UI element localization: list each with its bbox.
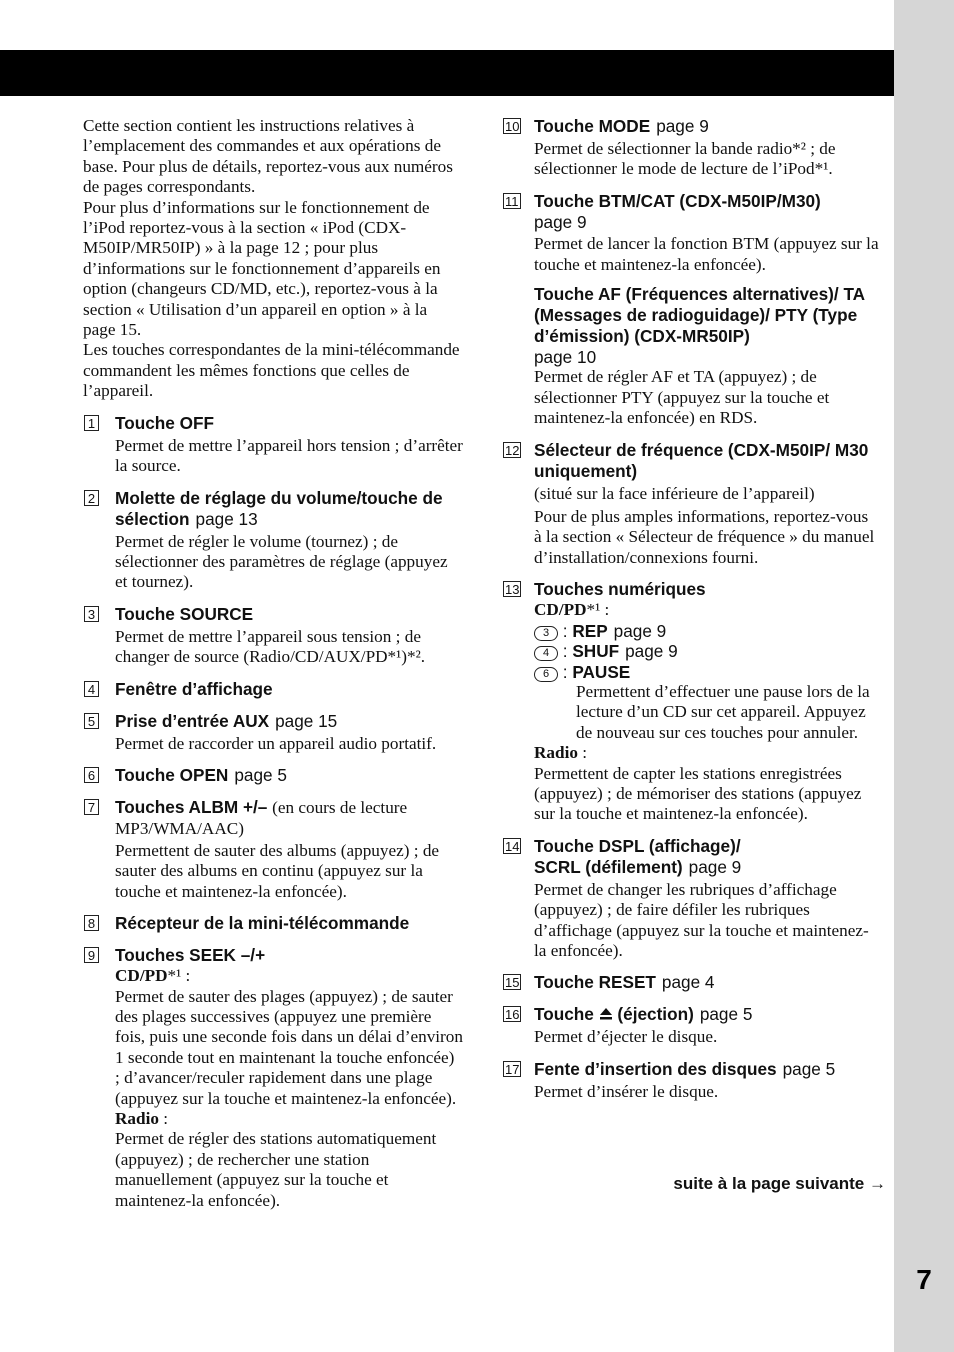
item-8 — [83, 913, 463, 934]
item-title-text: Prise d’entrée AUX — [115, 710, 270, 731]
item-description: Permettent de sauter des albums (appuyez) ; de sauter des albums en continu (appuyez sur la touche et maintenez-la enfoncée). — [115, 840, 440, 901]
page-ref: page 9 — [625, 641, 678, 662]
page-ref: page 9 — [656, 116, 709, 136]
key-shuf: 4 : SHUF page 9 — [534, 641, 880, 661]
item-title — [115, 711, 463, 732]
key-rep: 3 : REP page 9 — [534, 621, 880, 641]
page-ref: page 5 — [782, 1058, 836, 1079]
number-key-icon: 3 — [534, 626, 558, 641]
radio-description: Permet de régler des stations automatiquement (appuyez) ; de rechercher une station manuellement (appuyez sur la touche et maintenez-la enfoncée). — [115, 1129, 437, 1210]
item-number: 6 — [84, 767, 99, 783]
item-title — [534, 1004, 880, 1025]
item-description: Permet d’insérer le disque. — [534, 1081, 719, 1101]
item-7 — [83, 797, 463, 902]
page-ref: page 5 — [234, 764, 287, 785]
right-column — [502, 116, 880, 1102]
item-title: Touche OFF — [115, 412, 214, 433]
intro — [83, 116, 463, 402]
eject-icon — [599, 1007, 613, 1021]
item-description: Permet de raccorder un appareil audio portatif. — [115, 733, 437, 753]
item-title — [534, 116, 880, 137]
radio-colon: : — [577, 743, 588, 763]
cd-pd-text: CD/PD — [534, 600, 587, 620]
item-description: Permet de régler AF et TA (appuyez) ; de sélectionner PTY (appuyez sur la touche et maintenez-la enfoncée) en RDS. — [534, 367, 830, 428]
item-title — [534, 1059, 880, 1080]
item-title-text: Touches ALBM +/– — [115, 796, 268, 817]
item-5 — [83, 711, 463, 754]
item-number: 17 — [505, 1061, 520, 1077]
item-description: Permet de mettre l’appareil sous tension ; de changer de source (Radio/CD/AUX/PD*¹)*². — [115, 626, 426, 667]
arrow-right-icon: → — [869, 1174, 886, 1193]
radio-text: Radio — [115, 1109, 159, 1128]
item-2 — [83, 488, 463, 593]
page-ref: page 9 — [613, 620, 667, 641]
item-number: 2 — [84, 490, 99, 506]
item-11 — [502, 191, 880, 429]
item-title: Touche SOURCE — [115, 603, 254, 624]
item-number: 8 — [84, 915, 99, 931]
item-note: (situé sur la face inférieure de l’appareil) — [534, 483, 815, 503]
item-description: Pour de plus amples informations, reportez-vous à la section « Sélecteur de fréquence » du manuel d’installation/connexions fourni. — [534, 507, 875, 567]
cd-pd-label — [115, 966, 463, 986]
radio-description: Permettent de capter les stations enregistrées (appuyez) ; de mémoriser des stations (appuyez sur la touche et maintenez-la enfoncée). — [534, 763, 862, 824]
item-14 — [502, 836, 880, 962]
item-title: Fenêtre d’affichage — [115, 678, 273, 699]
page-ref: page 10 — [534, 347, 597, 368]
item-number: 9 — [84, 947, 99, 963]
page-ref: page 4 — [661, 972, 715, 993]
item-number: 1 — [84, 415, 99, 431]
item-title: Touche BTM/CAT (CDX-M50IP/M30) — [534, 190, 821, 211]
item-13 — [502, 579, 880, 824]
item-number: 10 — [505, 119, 520, 134]
radio-colon: : — [158, 1109, 169, 1128]
item-number: 4 — [84, 681, 99, 697]
item-title — [115, 765, 463, 786]
page-ref: page 15 — [275, 710, 338, 731]
page-ref: page 9 — [688, 856, 742, 877]
item-title — [115, 797, 463, 839]
item-description: Permet de sélectionner la bande radio*² ; de sélectionner le mode de lecture de l’iPod*¹. — [534, 139, 836, 179]
item-12 — [502, 440, 880, 569]
item-number: 13 — [505, 582, 520, 598]
item-note: (en cours de lecture MP3/WMA/AAC) — [115, 797, 408, 838]
page-ref: page 5 — [699, 1004, 753, 1025]
cd-pd-label — [534, 600, 880, 620]
item-title-text: Fente d’insertion des disques — [534, 1058, 777, 1079]
item-10 — [502, 116, 880, 180]
page-ref: page 13 — [195, 508, 258, 529]
item-description: Permet de lancer la fonction BTM (appuyez sur la touche et maintenez-la enfoncée). — [534, 234, 879, 274]
number-key-icon: 4 — [534, 646, 558, 661]
key-name: SHUF — [572, 641, 620, 662]
left-column — [83, 116, 463, 1211]
continue-text: suite à la page suivante — [673, 1174, 865, 1193]
footnote-marker: *¹ : — [586, 600, 610, 620]
page-number: 7 — [916, 1264, 932, 1295]
item-6 — [83, 765, 463, 786]
key-name: PAUSE — [572, 661, 631, 682]
cd-pd-description: Permet de sauter des plages (appuyez) ; de sauter des plages successives (appuyez une première fois, puis une seconde fois dans un délai d’environ 1 seconde tout en maintenant la touche enfoncée) ; d’avancer/reculer rapidement dans une plage (appuyez sur la touche et maintenez-la enfoncée). — [115, 986, 463, 1108]
item-subtitle: Touche AF (Fréquences alternatives)/ TA (Messages de radioguidage)/ PTY (Type d’émission) (CDX-MR50IP) — [534, 284, 865, 347]
item-number: 15 — [505, 975, 520, 991]
item-1 — [83, 413, 463, 477]
item-number: 12 — [505, 442, 520, 458]
radio-label — [115, 1109, 463, 1129]
item-title-text: Touche OPEN — [115, 764, 229, 785]
item-title: Touches SEEK –/+ — [115, 945, 266, 966]
item-title: Touches numériques — [534, 579, 706, 600]
item-description: Permet de régler le volume (tournez) ; de sélectionner des paramètres de réglage (appuyez et tournez). — [115, 531, 448, 592]
item-title: Récepteur de la mini-télécommande — [115, 913, 410, 934]
item-number: 7 — [84, 799, 99, 815]
item-number: 5 — [84, 713, 99, 729]
item-17 — [502, 1059, 880, 1102]
item-3 — [83, 604, 463, 668]
item-title-text: Touche MODE — [534, 116, 651, 136]
key-name: REP — [572, 620, 608, 641]
item-title-text: Molette de réglage du volume/touche de sélection — [115, 487, 443, 529]
item-title: Touche DSPL (affichage)/ SCRL (défilement) page 9 — [534, 835, 742, 877]
key-pause: 6 : PAUSE — [534, 662, 880, 682]
item-number: 3 — [84, 606, 99, 622]
item-title-text: Touche — [534, 1004, 594, 1025]
item-title — [534, 972, 880, 993]
item-description: Permet de changer les rubriques d’affichage (appuyez) ; de faire défiler les rubriques d’affichage (appuyez sur la touche et maintenez-la enfoncée). — [534, 879, 869, 960]
item-number: 16 — [505, 1007, 520, 1023]
side-tab — [894, 0, 954, 1352]
item-description: Permet de mettre l’appareil hors tension ; d’arrêter la source. — [115, 435, 463, 476]
footnote-marker: *¹ : — [167, 966, 191, 986]
page-ref: page 9 — [534, 211, 587, 232]
item-9 — [83, 945, 463, 1211]
intro-paragraph: Les touches correspondantes de la mini-télécommande commandent les mêmes fonctions que celles de l’appareil. — [83, 340, 460, 401]
item-4 — [83, 679, 463, 700]
pause-description: Permettent d’effectuer une pause lors de la lecture d’un CD sur cet appareil. Appuyez de nouveau sur ces touches pour annuler. — [576, 681, 870, 742]
number-key-icon: 6 — [534, 667, 558, 682]
item-title-text: Touche RESET — [534, 972, 656, 993]
item-number: 11 — [505, 193, 519, 209]
item-title: Sélecteur de fréquence (CDX-M50IP/ M30 uniquement) — [534, 439, 869, 481]
continue-note — [673, 1174, 886, 1194]
item-description: Permet d’éjecter le disque. — [534, 1027, 718, 1047]
intro-paragraph: Pour plus d’informations sur le fonctionnement de l’iPod reportez-vous à la section « iPod (CDX-M50IP/MR50IP) » à la page 12 ; pour plus d’informations sur le fonctionnement d’appareils en option (changeurs CD/MD, etc.), reportez-vous à la section « Utilisation d’un appareil en option » à la page 15. — [83, 197, 441, 340]
item-title-text: (éjection) — [617, 1004, 694, 1025]
intro-paragraph: Cette section contient les instructions relatives à l’emplacement des commandes et aux opérations de base. Pour plus de détails, reportez-vous aux numéros de pages correspondants. — [83, 116, 453, 197]
cd-pd-text: CD/PD — [115, 966, 168, 986]
header-bar — [0, 50, 894, 96]
item-16 — [502, 1004, 880, 1047]
radio-text: Radio — [534, 743, 578, 763]
item-title — [115, 488, 463, 530]
radio-label — [534, 743, 880, 763]
item-number: 14 — [505, 838, 520, 854]
item-15 — [502, 972, 880, 993]
